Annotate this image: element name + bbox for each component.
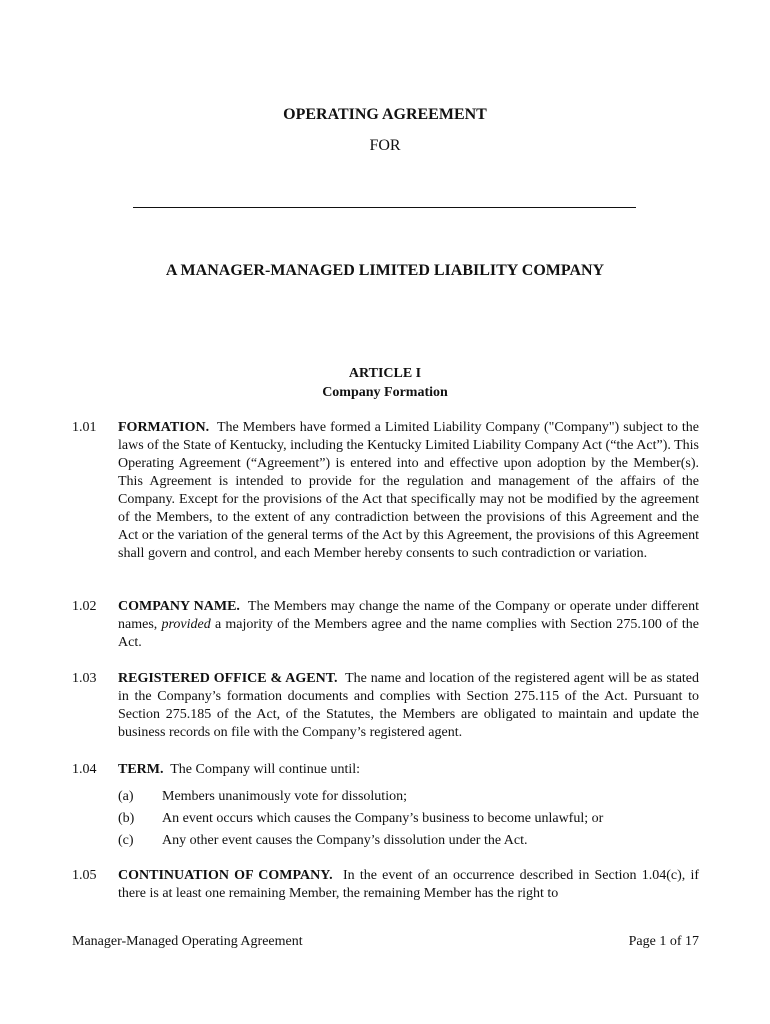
section-text: The Members have formed a Limited Liability Company ("Company") subject to the laws of the State of Kentucky, including the Kentucky Limited Liability Company Act (“the Act”). This Operating Agreement (“Agreement”) is entered into and effective upon adoption by the Member(s). This Agreement is intended to provide for the regulation and management of the affairs of the Company. Except for the provisions of the Act that specifically may not be modified by the agreement of the Members, to the extent of any contradiction between the provisions of this Agreement and the Act or the variation of the general terms of the Act by this Agreement, the provisions of this Agreement shall govern and control, and each Member hereby consents to such contradiction or variation. [118, 420, 699, 561]
section-1-03 [72, 670, 699, 742]
list-marker: (b) [118, 811, 135, 826]
section-1-01 [72, 419, 699, 563]
section-number: 1.05 [72, 868, 97, 883]
article-number: ARTICLE I [348, 366, 422, 381]
section-body [118, 761, 699, 779]
section-1-05 [72, 867, 699, 903]
section-body [118, 598, 699, 652]
document-title: OPERATING AGREEMENT [283, 106, 487, 123]
footer-document-name: Manager-Managed Operating Agreement [72, 934, 303, 949]
section-body [118, 867, 699, 903]
section-heading: FORMATION. [118, 420, 210, 435]
section-text: In the event of an occurrence described in Section 1.04(c), if there is at least one remaining Member, the remaining Member has the right to [118, 868, 700, 901]
section-heading: CONTINUATION OF COMPANY. [118, 868, 333, 883]
list-text: An event occurs which causes the Company’s business to become unlawful; or [162, 811, 604, 826]
section-heading: COMPANY NAME. [118, 599, 240, 614]
section-heading: REGISTERED OFFICE & AGENT. [118, 671, 338, 686]
list-marker: (a) [118, 789, 134, 804]
section-number: 1.04 [72, 762, 97, 777]
section-body [118, 670, 699, 742]
footer-page-number: Page 1 of 17 [628, 934, 699, 949]
section-number: 1.03 [72, 671, 97, 686]
document-for-label: FOR [369, 137, 401, 154]
section-body [118, 419, 699, 563]
list-text: Any other event causes the Company’s dissolution under the Act. [162, 833, 528, 848]
list-marker: (c) [118, 833, 134, 848]
company-name-blank-line [133, 207, 636, 208]
article-name: Company Formation [322, 385, 448, 400]
section-heading: TERM. [118, 762, 164, 777]
section-text: The Company will continue until: [170, 762, 361, 777]
section-number: 1.02 [72, 599, 97, 614]
list-item [118, 810, 699, 832]
document-subtitle: A MANAGER-MANAGED LIMITED LIABILITY COMPANY [165, 262, 605, 279]
list-text: Members unanimously vote for dissolution; [162, 789, 407, 804]
section-text: The Members may change the name of the Company or operate under different names, [118, 599, 700, 632]
list-item [118, 832, 699, 854]
term-conditions-list [118, 788, 699, 854]
section-1-04 [72, 761, 699, 779]
article-heading [0, 364, 770, 402]
section-text-italic: provided [161, 617, 211, 632]
section-number: 1.01 [72, 420, 97, 435]
section-text-cont: a majority of the Members agree and the name complies with Section 275.100 of the Act. [118, 617, 700, 650]
list-item [118, 788, 699, 810]
section-text: The name and location of the registered agent will be as stated in the Company’s formation documents and complies with Section 275.115 of the Act. Pursuant to Section 275.185 of the Act, of the Statutes, the Members are obligated to maintain and update the business records on file with the Company’s registered agent. [118, 671, 700, 740]
section-1-02 [72, 598, 699, 652]
